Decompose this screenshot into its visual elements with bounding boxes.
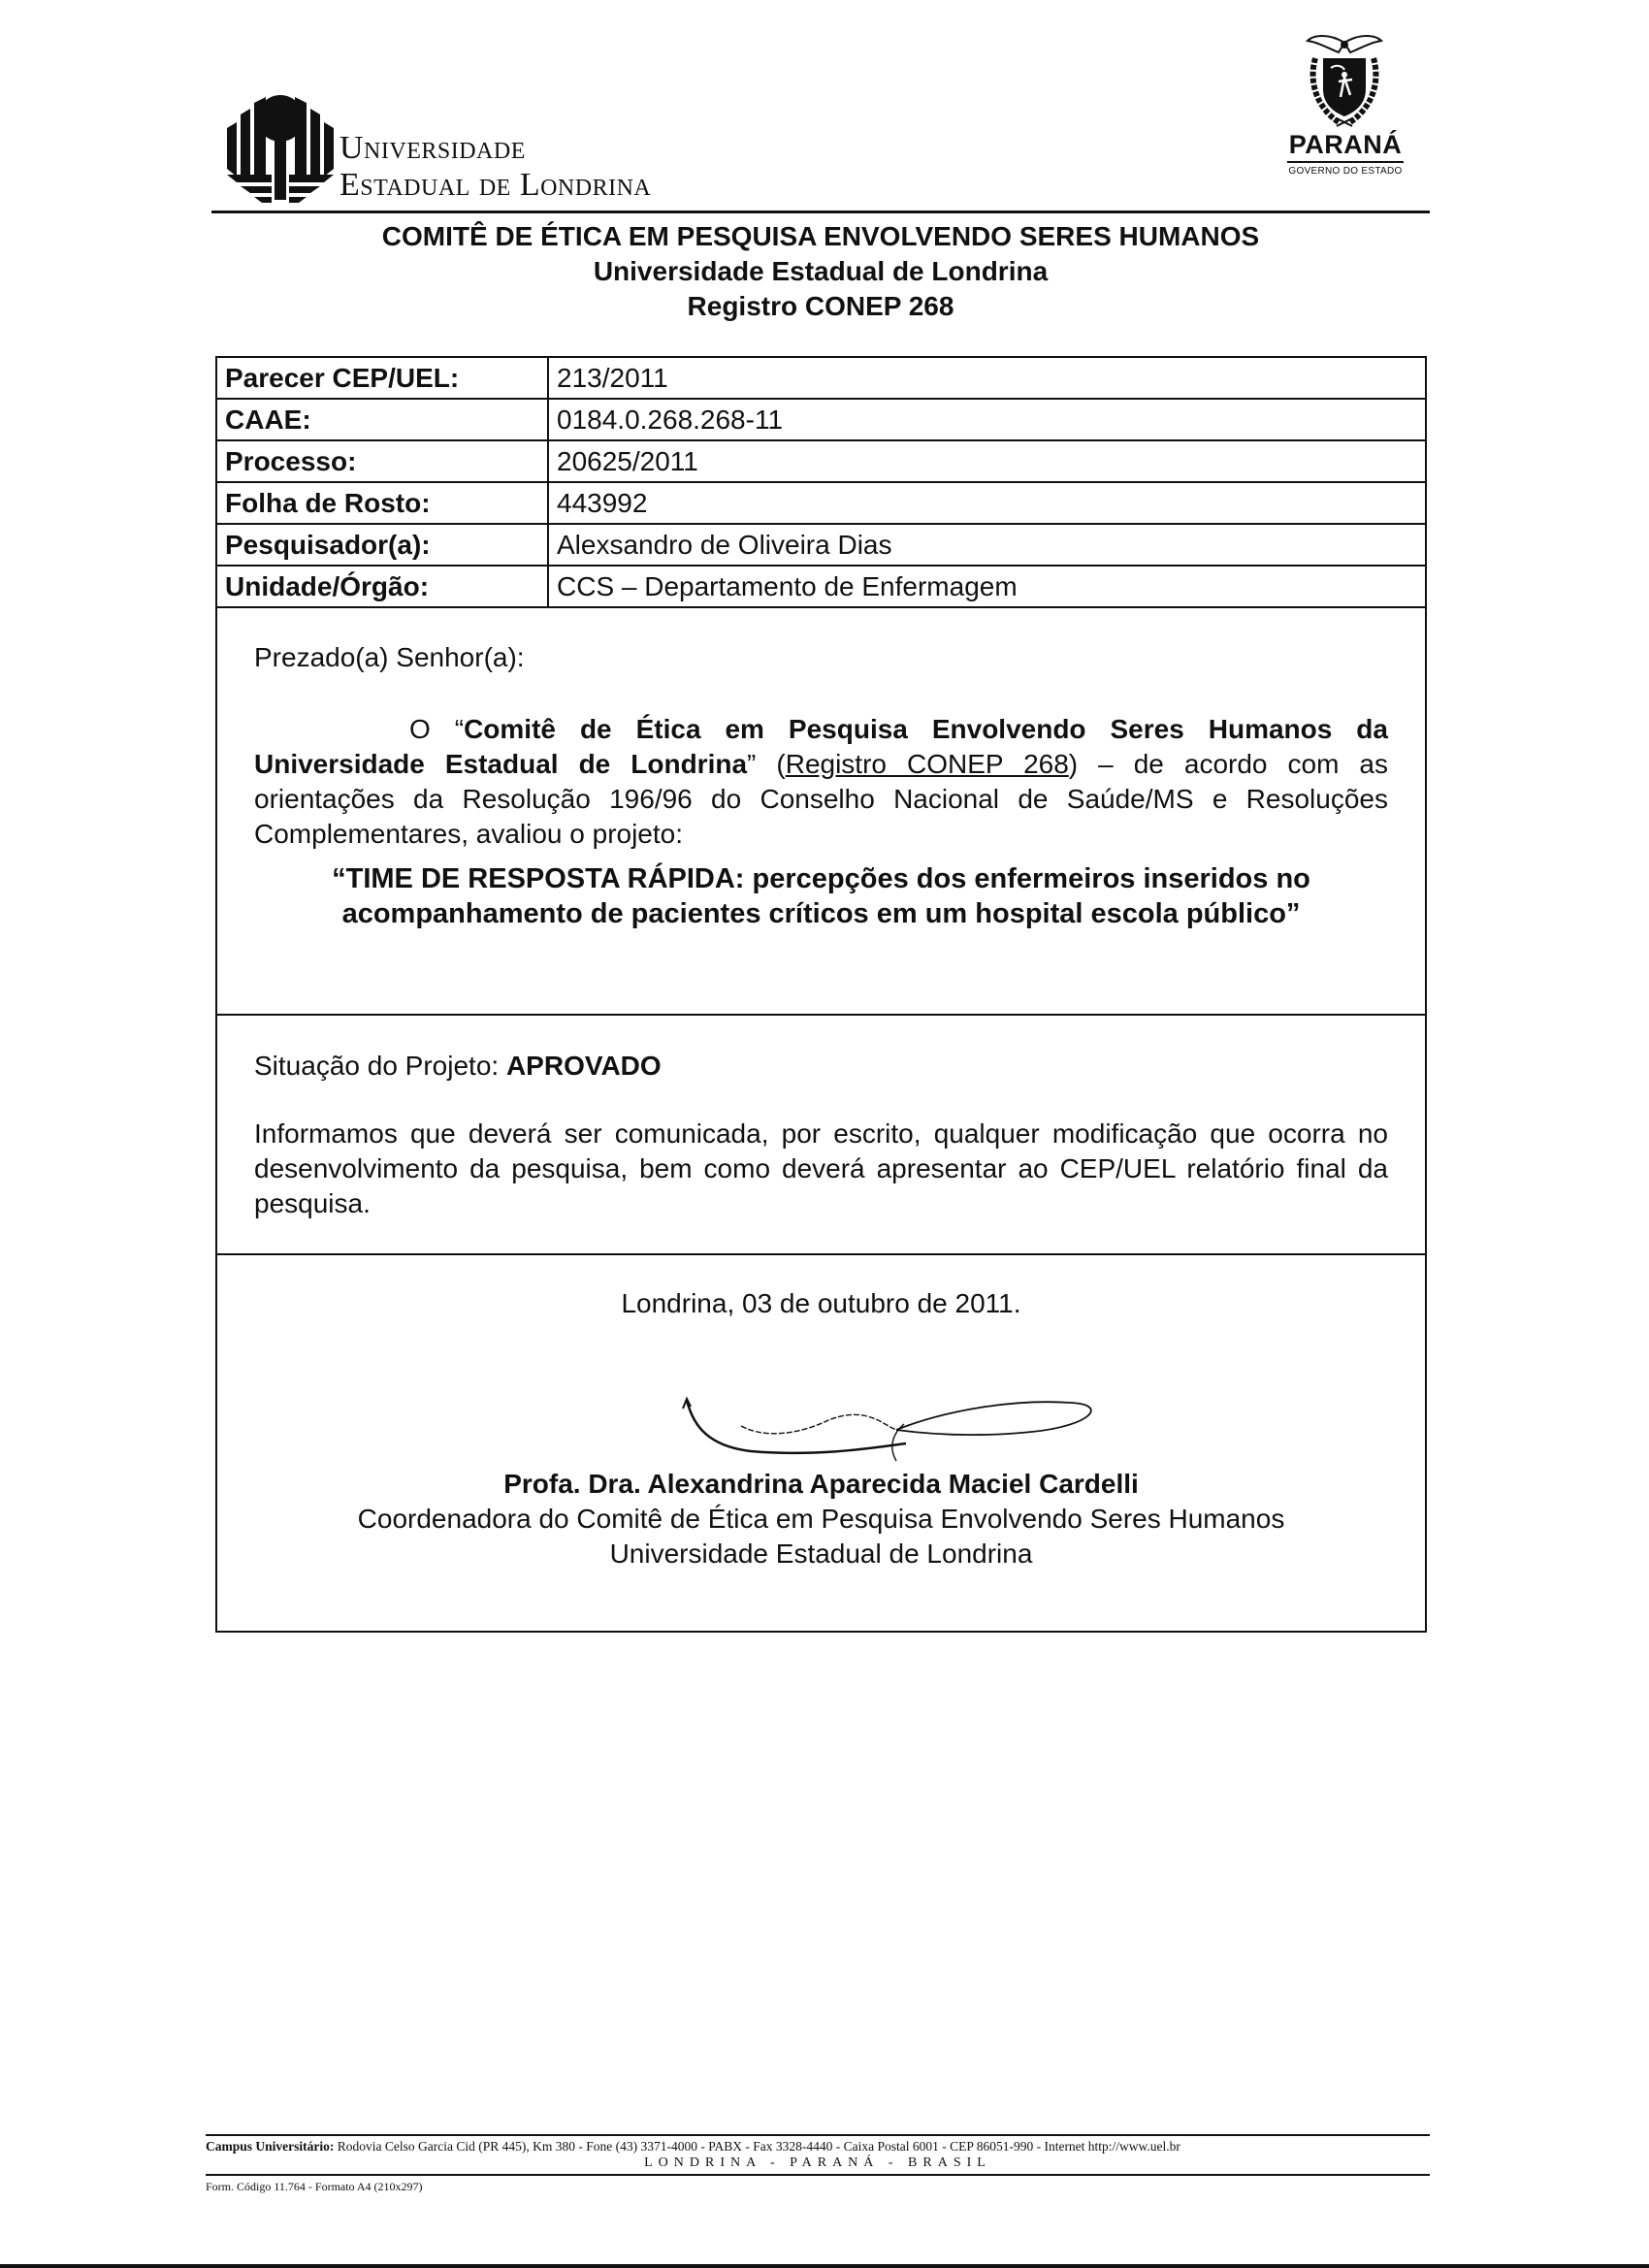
committee-university: Universidade Estadual de Londrina: [593, 256, 1049, 286]
info-label: CAAE:: [217, 399, 548, 440]
info-value: Alexsandro de Oliveira Dias: [548, 524, 1425, 566]
info-value: 0184.0.268.268-11: [548, 399, 1425, 440]
state-subtitle: GOVERNO DO ESTADO: [1288, 166, 1403, 177]
status-label: Situação do Projeto:: [254, 1051, 506, 1081]
table-row: [217, 358, 1425, 399]
state-name: PARANÁ: [1288, 130, 1403, 159]
status-badge: APROVADO: [505, 1051, 662, 1081]
signer-name: Profa. Dra. Alexandrina Aparecida Maciel Cardelli: [503, 1469, 1139, 1499]
signer-institution: Universidade Estadual de Londrina: [609, 1539, 1033, 1569]
signature-section: [217, 1255, 1425, 1633]
letter-body: [254, 712, 1388, 852]
project-title: “TIME DE RESPOSTA RÁPIDA: percepções dos enfermeiros inseridos no acompanhamento de pacientes críticos em um hospital escola público”: [332, 863, 1310, 929]
footer-divider-top: [206, 2134, 1430, 2136]
status-note: Informamos que deverá ser comunicada, por escrito, qualquer modificação que ocorra no desenvolvimento da pesquisa, bem como deverá apresentar ao CEP/UEL relatório final da pesquisa.: [254, 1118, 1388, 1218]
table-row: [217, 399, 1425, 440]
table-row: [217, 482, 1425, 524]
info-value: 213/2011: [548, 358, 1425, 399]
header-divider: [211, 211, 1430, 213]
body-rest: ) – de acordo com as orientações da Resolução 196/96 do Conselho Nacional de Saúde/MS e Resoluções Complementares, avaliou o projeto:: [254, 749, 1388, 849]
table-row: [217, 566, 1425, 607]
info-label: Folha de Rosto:: [217, 482, 548, 524]
greeting: Prezado(a) Senhor(a):: [254, 642, 525, 672]
info-value: CCS – Departamento de Enfermagem: [548, 566, 1425, 607]
scan-bottom-edge: [0, 2264, 1649, 2268]
registry-reference: Registro CONEP 268: [785, 749, 1069, 779]
body-quote-close: ” (: [747, 749, 786, 779]
table-row: [217, 524, 1425, 566]
info-value: 443992: [548, 482, 1425, 524]
university-name: [340, 132, 651, 202]
committee-registry: Registro CONEP 268: [687, 291, 954, 321]
committee-title: COMITÊ DE ÉTICA EM PESQUISA ENVOLVENDO SERES HUMANOS: [381, 221, 1260, 251]
committee-name-bold: Comitê de Ética em Pesquisa Envolvendo Seres Humanos da Universidade Estadual de Londrina: [254, 714, 1388, 779]
footer-divider-bottom: [206, 2174, 1430, 2176]
letter-section: [217, 607, 1425, 1016]
footer-address: [206, 2139, 1430, 2155]
parana-coat-of-arms-icon: [1300, 29, 1389, 132]
university-logo-icon: [223, 93, 338, 210]
table-row: [217, 440, 1425, 482]
info-label: Processo:: [217, 440, 548, 482]
project-status: [254, 1051, 662, 1082]
info-label: Parecer CEP/UEL:: [217, 358, 548, 399]
signer-role: Coordenadora do Comitê de Ética em Pesquisa Envolvendo Seres Humanos: [357, 1504, 1285, 1534]
form-code: Form. Código 11.764 - Formato A4 (210x297): [206, 2180, 423, 2193]
handwritten-signature-icon: [663, 1391, 1148, 1469]
info-label: Pesquisador(a):: [217, 524, 548, 566]
campus-label: Campus Universitário:: [206, 2139, 335, 2154]
university-name-line1: Universidade: [340, 130, 526, 166]
body-open: O “: [409, 714, 465, 744]
document-date: Londrina, 03 de outubro de 2011.: [621, 1288, 1021, 1318]
info-label: Unidade/Órgão:: [217, 566, 548, 607]
state-logo-divider: [1287, 161, 1404, 163]
university-name-line2: Estadual de Londrina: [340, 167, 652, 203]
approval-document-frame: [215, 356, 1427, 1633]
project-info-table: [217, 358, 1425, 608]
info-value: 20625/2011: [548, 440, 1425, 482]
footer-city: LONDRINA - PARANÁ - BRASIL: [644, 2155, 991, 2170]
status-section: [217, 1016, 1425, 1255]
campus-address: Rodovia Celso Garcia Cid (PR 445), Km 380 - Fone (43) 3371-4000 - PABX - Fax 3328-4440 - Caixa Postal 6001 - CEP 86051-990 - Internet http://www.uel.br: [334, 2139, 1180, 2154]
